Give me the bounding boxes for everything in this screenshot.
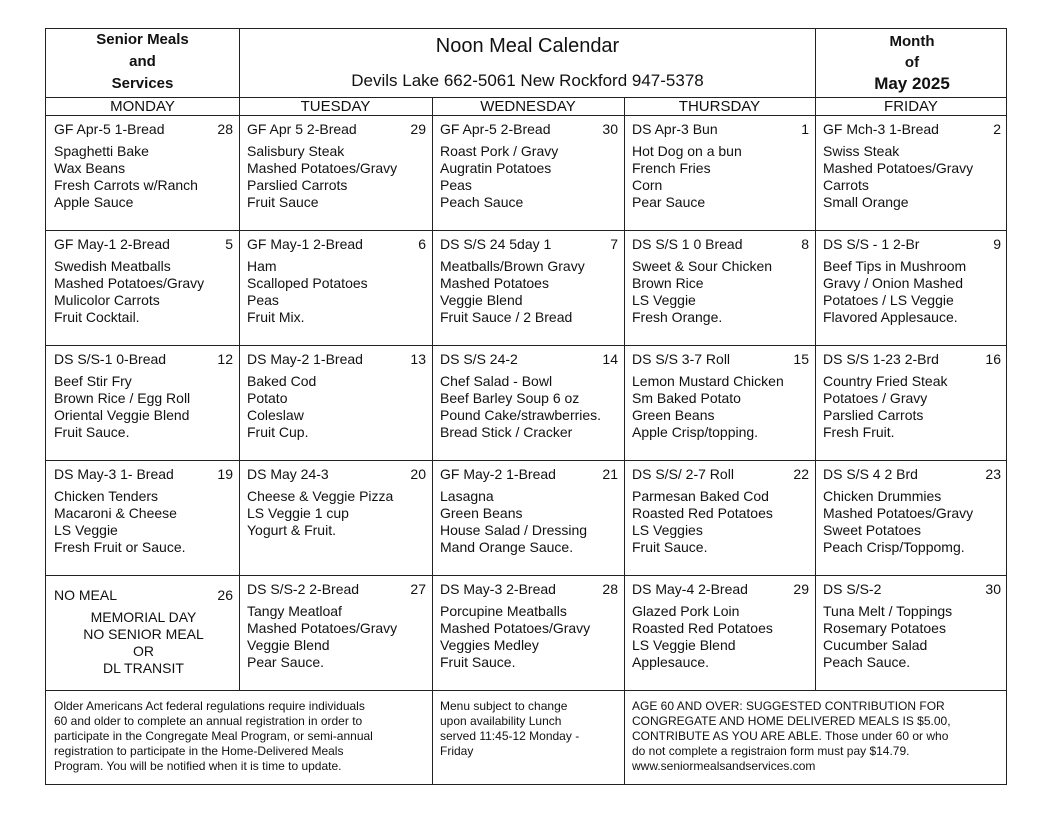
day-cell bbox=[632, 121, 809, 211]
footer-line: Program. You will be notified when it is time to update. bbox=[54, 759, 342, 773]
col-divider bbox=[239, 29, 240, 690]
menu-item: Wax Beans bbox=[54, 160, 126, 176]
menu-item: House Salad / Dressing bbox=[440, 522, 588, 538]
menu-item: Baked Cod bbox=[247, 373, 317, 389]
meal-code: DS S/S-1 0-Bread bbox=[54, 351, 167, 367]
menu-item: Chicken Drummies bbox=[823, 488, 942, 504]
meal-code: DS S/S 3-7 Roll bbox=[632, 351, 731, 367]
row-divider bbox=[46, 690, 1006, 691]
dayrow-divider bbox=[46, 115, 1006, 116]
menu-item: Scalloped Potatoes bbox=[247, 275, 368, 291]
footer-line: participate in the Congregate Meal Program, or semi-annual bbox=[54, 729, 373, 743]
menu-item: Apple Crisp/topping. bbox=[632, 424, 759, 440]
menu-item: Roasted Red Potatoes bbox=[632, 620, 773, 636]
menu-item: Mashed Potatoes/Gravy bbox=[823, 505, 974, 521]
meal-code: DS S/S 24 5day 1 bbox=[440, 236, 552, 252]
row-divider bbox=[46, 460, 1006, 461]
meal-code: GF Apr-5 1-Bread bbox=[54, 121, 165, 137]
meal-code: DS May 24-3 bbox=[247, 466, 329, 482]
org-name bbox=[46, 29, 239, 97]
menu-item: Augratin Potatoes bbox=[440, 160, 552, 176]
org-line: and bbox=[129, 53, 156, 70]
meal-code: DS S/S/ 2-7 Roll bbox=[632, 466, 734, 482]
menu-item: Sweet Potatoes bbox=[823, 522, 922, 538]
menu-item: Beef Tips in Mushroom bbox=[823, 258, 967, 274]
menu-item: Tuna Melt / Toppings bbox=[823, 603, 953, 619]
col-divider bbox=[815, 29, 816, 690]
menu-item: Corn bbox=[632, 177, 663, 193]
meal-code: GF Apr-5 2-Bread bbox=[440, 121, 551, 137]
date-number: 2 bbox=[993, 121, 1001, 137]
date-number: 15 bbox=[793, 351, 809, 367]
day-cell bbox=[247, 581, 426, 671]
meal-code: DS S/S 1 0 Bread bbox=[632, 236, 743, 252]
footer-note-middle bbox=[440, 699, 618, 759]
menu-item: Spaghetti Bake bbox=[54, 143, 149, 159]
footer-divider bbox=[432, 690, 433, 784]
date-number: 26 bbox=[217, 587, 233, 603]
date-number: 29 bbox=[410, 121, 426, 137]
day-cell bbox=[632, 236, 809, 326]
menu-item: Swedish Meatballs bbox=[54, 258, 171, 274]
footer-line: Friday bbox=[440, 744, 474, 758]
menu-item: Potatoes / LS Veggie bbox=[823, 292, 954, 308]
menu-item: Peas bbox=[440, 177, 472, 193]
meal-code: DS May-3 1- Bread bbox=[54, 466, 174, 482]
menu-item: Fruit Mix. bbox=[247, 309, 305, 325]
footer-note-left bbox=[54, 699, 426, 774]
menu-item: LS Veggie bbox=[632, 292, 696, 308]
footer-line: www.seniormealsandservices.com bbox=[632, 759, 816, 773]
menu-item: Fruit Cocktail. bbox=[54, 309, 140, 325]
meal-code: DS S/S 4 2 Brd bbox=[823, 466, 918, 482]
day-cell bbox=[823, 466, 1001, 556]
day-cell bbox=[54, 466, 233, 556]
month-line: Month bbox=[889, 33, 935, 50]
menu-item: Peach Crisp/Toppomg. bbox=[823, 539, 965, 555]
menu-item: Fresh Carrots w/Ranch bbox=[54, 177, 198, 193]
org-line: Services bbox=[111, 75, 174, 92]
day-cell bbox=[54, 351, 233, 441]
menu-item: Potatoes / Gravy bbox=[823, 390, 928, 406]
date-number: 16 bbox=[985, 351, 1001, 367]
menu-item: Mashed Potatoes/Gravy bbox=[247, 160, 398, 176]
menu-item: Porcupine Meatballs bbox=[440, 603, 567, 619]
menu-item: Chef Salad - Bowl bbox=[440, 373, 553, 389]
day-cell bbox=[823, 236, 1001, 326]
meal-code: DS May-3 2-Bread bbox=[440, 581, 556, 597]
footer-line: served 11:45-12 Monday - bbox=[440, 729, 580, 743]
day-header-wednesday: WEDNESDAY bbox=[480, 98, 576, 115]
footer-line: registration to participate in the Home-Delivered Meals bbox=[54, 744, 344, 758]
menu-item: Parslied Carrots bbox=[823, 407, 924, 423]
menu-item: Bread Stick / Cracker bbox=[440, 424, 573, 440]
day-header-tuesday: TUESDAY bbox=[300, 98, 371, 115]
day-cell bbox=[823, 351, 1001, 441]
meal-code: GF May-2 1-Bread bbox=[440, 466, 556, 482]
day-cell bbox=[440, 121, 618, 211]
date-number: 13 bbox=[410, 351, 426, 367]
menu-item: Peas bbox=[247, 292, 279, 308]
footer-line: CONTRIBUTE AS YOU ARE ABLE. Those under 60 or who bbox=[632, 729, 949, 743]
menu-item: Fruit Cup. bbox=[247, 424, 309, 440]
day-cell bbox=[247, 466, 426, 539]
meal-code: DS S/S-2 2-Bread bbox=[247, 581, 360, 597]
row-divider bbox=[46, 230, 1006, 231]
menu-item: Veggie Blend bbox=[440, 292, 523, 308]
date-number: 1 bbox=[801, 121, 809, 137]
date-number: 8 bbox=[801, 236, 809, 252]
menu-item: Pear Sauce. bbox=[247, 654, 325, 670]
menu-item: Mashed Potatoes/Gravy bbox=[823, 160, 974, 176]
date-number: 19 bbox=[217, 466, 233, 482]
meal-code: GF May-1 2-Bread bbox=[54, 236, 170, 252]
date-number: 12 bbox=[217, 351, 233, 367]
row-divider bbox=[46, 575, 1006, 576]
menu-item: Cheese & Veggie Pizza bbox=[247, 488, 394, 504]
menu-item: Peach Sauce. bbox=[823, 654, 911, 670]
menu-item: Lasagna bbox=[440, 488, 494, 504]
menu-item: Brown Rice / Egg Roll bbox=[54, 390, 191, 406]
date-number: 29 bbox=[793, 581, 809, 597]
day-cell bbox=[440, 581, 618, 671]
day-cell bbox=[632, 466, 809, 556]
menu-item: Pound Cake/strawberries. bbox=[440, 407, 602, 423]
meal-code: DS Apr-3 Bun bbox=[632, 121, 718, 137]
day-cell bbox=[440, 466, 618, 556]
meal-code: DS May-4 2-Bread bbox=[632, 581, 748, 597]
day-cell bbox=[632, 351, 809, 441]
menu-item: Mashed Potatoes/Gravy bbox=[54, 275, 205, 291]
menu-item: French Fries bbox=[632, 160, 711, 176]
menu-item: Roasted Red Potatoes bbox=[632, 505, 773, 521]
menu-item: Green Beans bbox=[440, 505, 523, 521]
menu-item: Fruit Sauce. bbox=[440, 654, 516, 670]
menu-item: Mashed Potatoes bbox=[440, 275, 549, 291]
month-label bbox=[816, 29, 1008, 94]
meal-code: DS May-2 1-Bread bbox=[247, 351, 363, 367]
day-cell bbox=[440, 236, 618, 326]
menu-item: Fresh Fruit or Sauce. bbox=[54, 539, 186, 555]
menu-item: Parmesan Baked Cod bbox=[632, 488, 769, 504]
footer-line: upon availability Lunch bbox=[440, 714, 562, 728]
meal-code: GF Apr 5 2-Bread bbox=[247, 121, 357, 137]
footer-line: CONGREGATE AND HOME DELIVERED MEALS IS $5.00, bbox=[632, 714, 951, 728]
menu-item: Country Fried Steak bbox=[823, 373, 948, 389]
menu-item: DL TRANSIT bbox=[103, 660, 184, 676]
menu-item: Sweet & Sour Chicken bbox=[632, 258, 773, 274]
menu-item: LS Veggie Blend bbox=[632, 637, 736, 653]
menu-item: Chicken Tenders bbox=[54, 488, 159, 504]
footer-line: 60 and older to complete an annual registration in order to bbox=[54, 714, 363, 728]
meal-code: DS S/S 1-23 2-Brd bbox=[823, 351, 939, 367]
menu-item: Fresh Orange. bbox=[632, 309, 723, 325]
col-divider bbox=[624, 97, 625, 690]
menu-item: Yogurt & Fruit. bbox=[247, 522, 336, 538]
menu-item: Carrots bbox=[823, 177, 869, 193]
menu-item: Swiss Steak bbox=[823, 143, 900, 159]
calendar-frame bbox=[45, 28, 1007, 785]
menu-item: OR bbox=[133, 643, 154, 659]
menu-item: Ham bbox=[247, 258, 277, 274]
menu-item: Flavored Applesauce. bbox=[823, 309, 958, 325]
month-value: May 2025 bbox=[874, 74, 950, 93]
date-number: 7 bbox=[610, 236, 618, 252]
menu-item: Mashed Potatoes/Gravy bbox=[247, 620, 398, 636]
menu-item: Gravy / Onion Mashed bbox=[823, 275, 964, 291]
menu-item: Fruit Sauce. bbox=[54, 424, 130, 440]
menu-item: Meatballs/Brown Gravy bbox=[440, 258, 585, 274]
date-number: 5 bbox=[225, 236, 233, 252]
month-line: of bbox=[904, 54, 920, 71]
meal-code: GF May-1 2-Bread bbox=[247, 236, 363, 252]
footer-line: AGE 60 AND OVER: SUGGESTED CONTRIBUTION FOR bbox=[632, 699, 945, 713]
menu-item: Veggies Medley bbox=[440, 637, 539, 653]
day-cell bbox=[54, 581, 233, 677]
menu-item: Roast Pork / Gravy bbox=[440, 143, 559, 159]
date-number: 28 bbox=[602, 581, 618, 597]
day-header-monday: MONDAY bbox=[110, 98, 175, 115]
footer-divider bbox=[624, 690, 625, 784]
day-cell bbox=[823, 121, 1001, 211]
menu-item: Macaroni & Cheese bbox=[54, 505, 177, 521]
footer-note-right bbox=[632, 699, 1002, 774]
menu-item: Brown Rice bbox=[632, 275, 704, 291]
date-number: 22 bbox=[793, 466, 809, 482]
footer-line: Menu subject to change bbox=[440, 699, 568, 713]
col-divider bbox=[432, 97, 433, 690]
menu-item: Mand Orange Sauce. bbox=[440, 539, 574, 555]
date-number: 23 bbox=[985, 466, 1001, 482]
org-line: Senior Meals bbox=[96, 31, 189, 48]
day-cell bbox=[54, 236, 233, 326]
menu-item: Veggie Blend bbox=[247, 637, 330, 653]
meal-code: DS S/S - 1 2-Br bbox=[823, 236, 920, 252]
day-cell bbox=[247, 121, 426, 211]
day-cell bbox=[54, 121, 233, 211]
menu-item: Tangy Meatloaf bbox=[247, 603, 342, 619]
date-number: 28 bbox=[217, 121, 233, 137]
date-number: 9 bbox=[993, 236, 1001, 252]
menu-item: Beef Stir Fry bbox=[54, 373, 132, 389]
menu-item: Beef Barley Soup 6 oz bbox=[440, 390, 580, 406]
menu-item: Fruit Sauce bbox=[247, 194, 319, 210]
date-number: 21 bbox=[602, 466, 618, 482]
row-divider bbox=[46, 345, 1006, 346]
menu-item: Lemon Mustard Chicken bbox=[632, 373, 784, 389]
menu-item: Peach Sauce bbox=[440, 194, 524, 210]
page-title: Noon Meal Calendar bbox=[435, 35, 620, 57]
day-header-thursday: THURSDAY bbox=[678, 98, 761, 115]
date-number: 30 bbox=[985, 581, 1001, 597]
menu-item: Cucumber Salad bbox=[823, 637, 928, 653]
menu-item: Applesauce. bbox=[632, 654, 710, 670]
date-number: 30 bbox=[602, 121, 618, 137]
day-cell bbox=[823, 581, 1001, 671]
menu-item: Green Beans bbox=[632, 407, 715, 423]
menu-item: LS Veggie bbox=[54, 522, 118, 538]
menu-item: MEMORIAL DAY bbox=[90, 609, 197, 625]
menu-item: Mulicolor Carrots bbox=[54, 292, 160, 308]
phone-numbers: Devils Lake 662-5061 New Rockford 947-5378 bbox=[351, 71, 704, 90]
date-number: 14 bbox=[602, 351, 618, 367]
footer-line: do not complete a registraion form must pay $14.79. bbox=[632, 744, 910, 758]
day-cell bbox=[632, 581, 809, 671]
day-cell bbox=[247, 236, 426, 326]
menu-item: Fresh Fruit. bbox=[823, 424, 895, 440]
menu-item: Apple Sauce bbox=[54, 194, 134, 210]
menu-item: Fruit Sauce / 2 Bread bbox=[440, 309, 573, 325]
menu-item: Sm Baked Potato bbox=[632, 390, 741, 406]
menu-item: Oriental Veggie Blend bbox=[54, 407, 190, 423]
menu-item: Coleslaw bbox=[247, 407, 304, 423]
menu-item: LS Veggie 1 cup bbox=[247, 505, 349, 521]
menu-item: NO SENIOR MEAL bbox=[83, 626, 204, 642]
date-number: 20 bbox=[410, 466, 426, 482]
menu-item: Fruit Sauce. bbox=[632, 539, 708, 555]
day-header-friday: FRIDAY bbox=[884, 98, 938, 115]
menu-item: Potato bbox=[247, 390, 288, 406]
menu-item: Small Orange bbox=[823, 194, 909, 210]
footer-line: Older Americans Act federal regulations require individuals bbox=[54, 699, 365, 713]
menu-item: Salisbury Steak bbox=[247, 143, 345, 159]
day-cell bbox=[247, 351, 426, 441]
menu-item: Parslied Carrots bbox=[247, 177, 348, 193]
date-number: 27 bbox=[410, 581, 426, 597]
menu-item: Pear Sauce bbox=[632, 194, 706, 210]
menu-item: Glazed Pork Loin bbox=[632, 603, 740, 619]
meal-code: GF Mch-3 1-Bread bbox=[823, 121, 939, 137]
day-cell bbox=[440, 351, 618, 441]
menu-item: Mashed Potatoes/Gravy bbox=[440, 620, 591, 636]
date-number: 6 bbox=[418, 236, 426, 252]
menu-item: Rosemary Potatoes bbox=[823, 620, 946, 636]
menu-item: Hot Dog on a bun bbox=[632, 143, 742, 159]
meal-code: DS S/S-2 bbox=[823, 581, 882, 597]
meal-code: DS S/S 24-2 bbox=[440, 351, 518, 367]
menu-item: LS Veggies bbox=[632, 522, 703, 538]
meal-code: NO MEAL bbox=[54, 587, 118, 603]
